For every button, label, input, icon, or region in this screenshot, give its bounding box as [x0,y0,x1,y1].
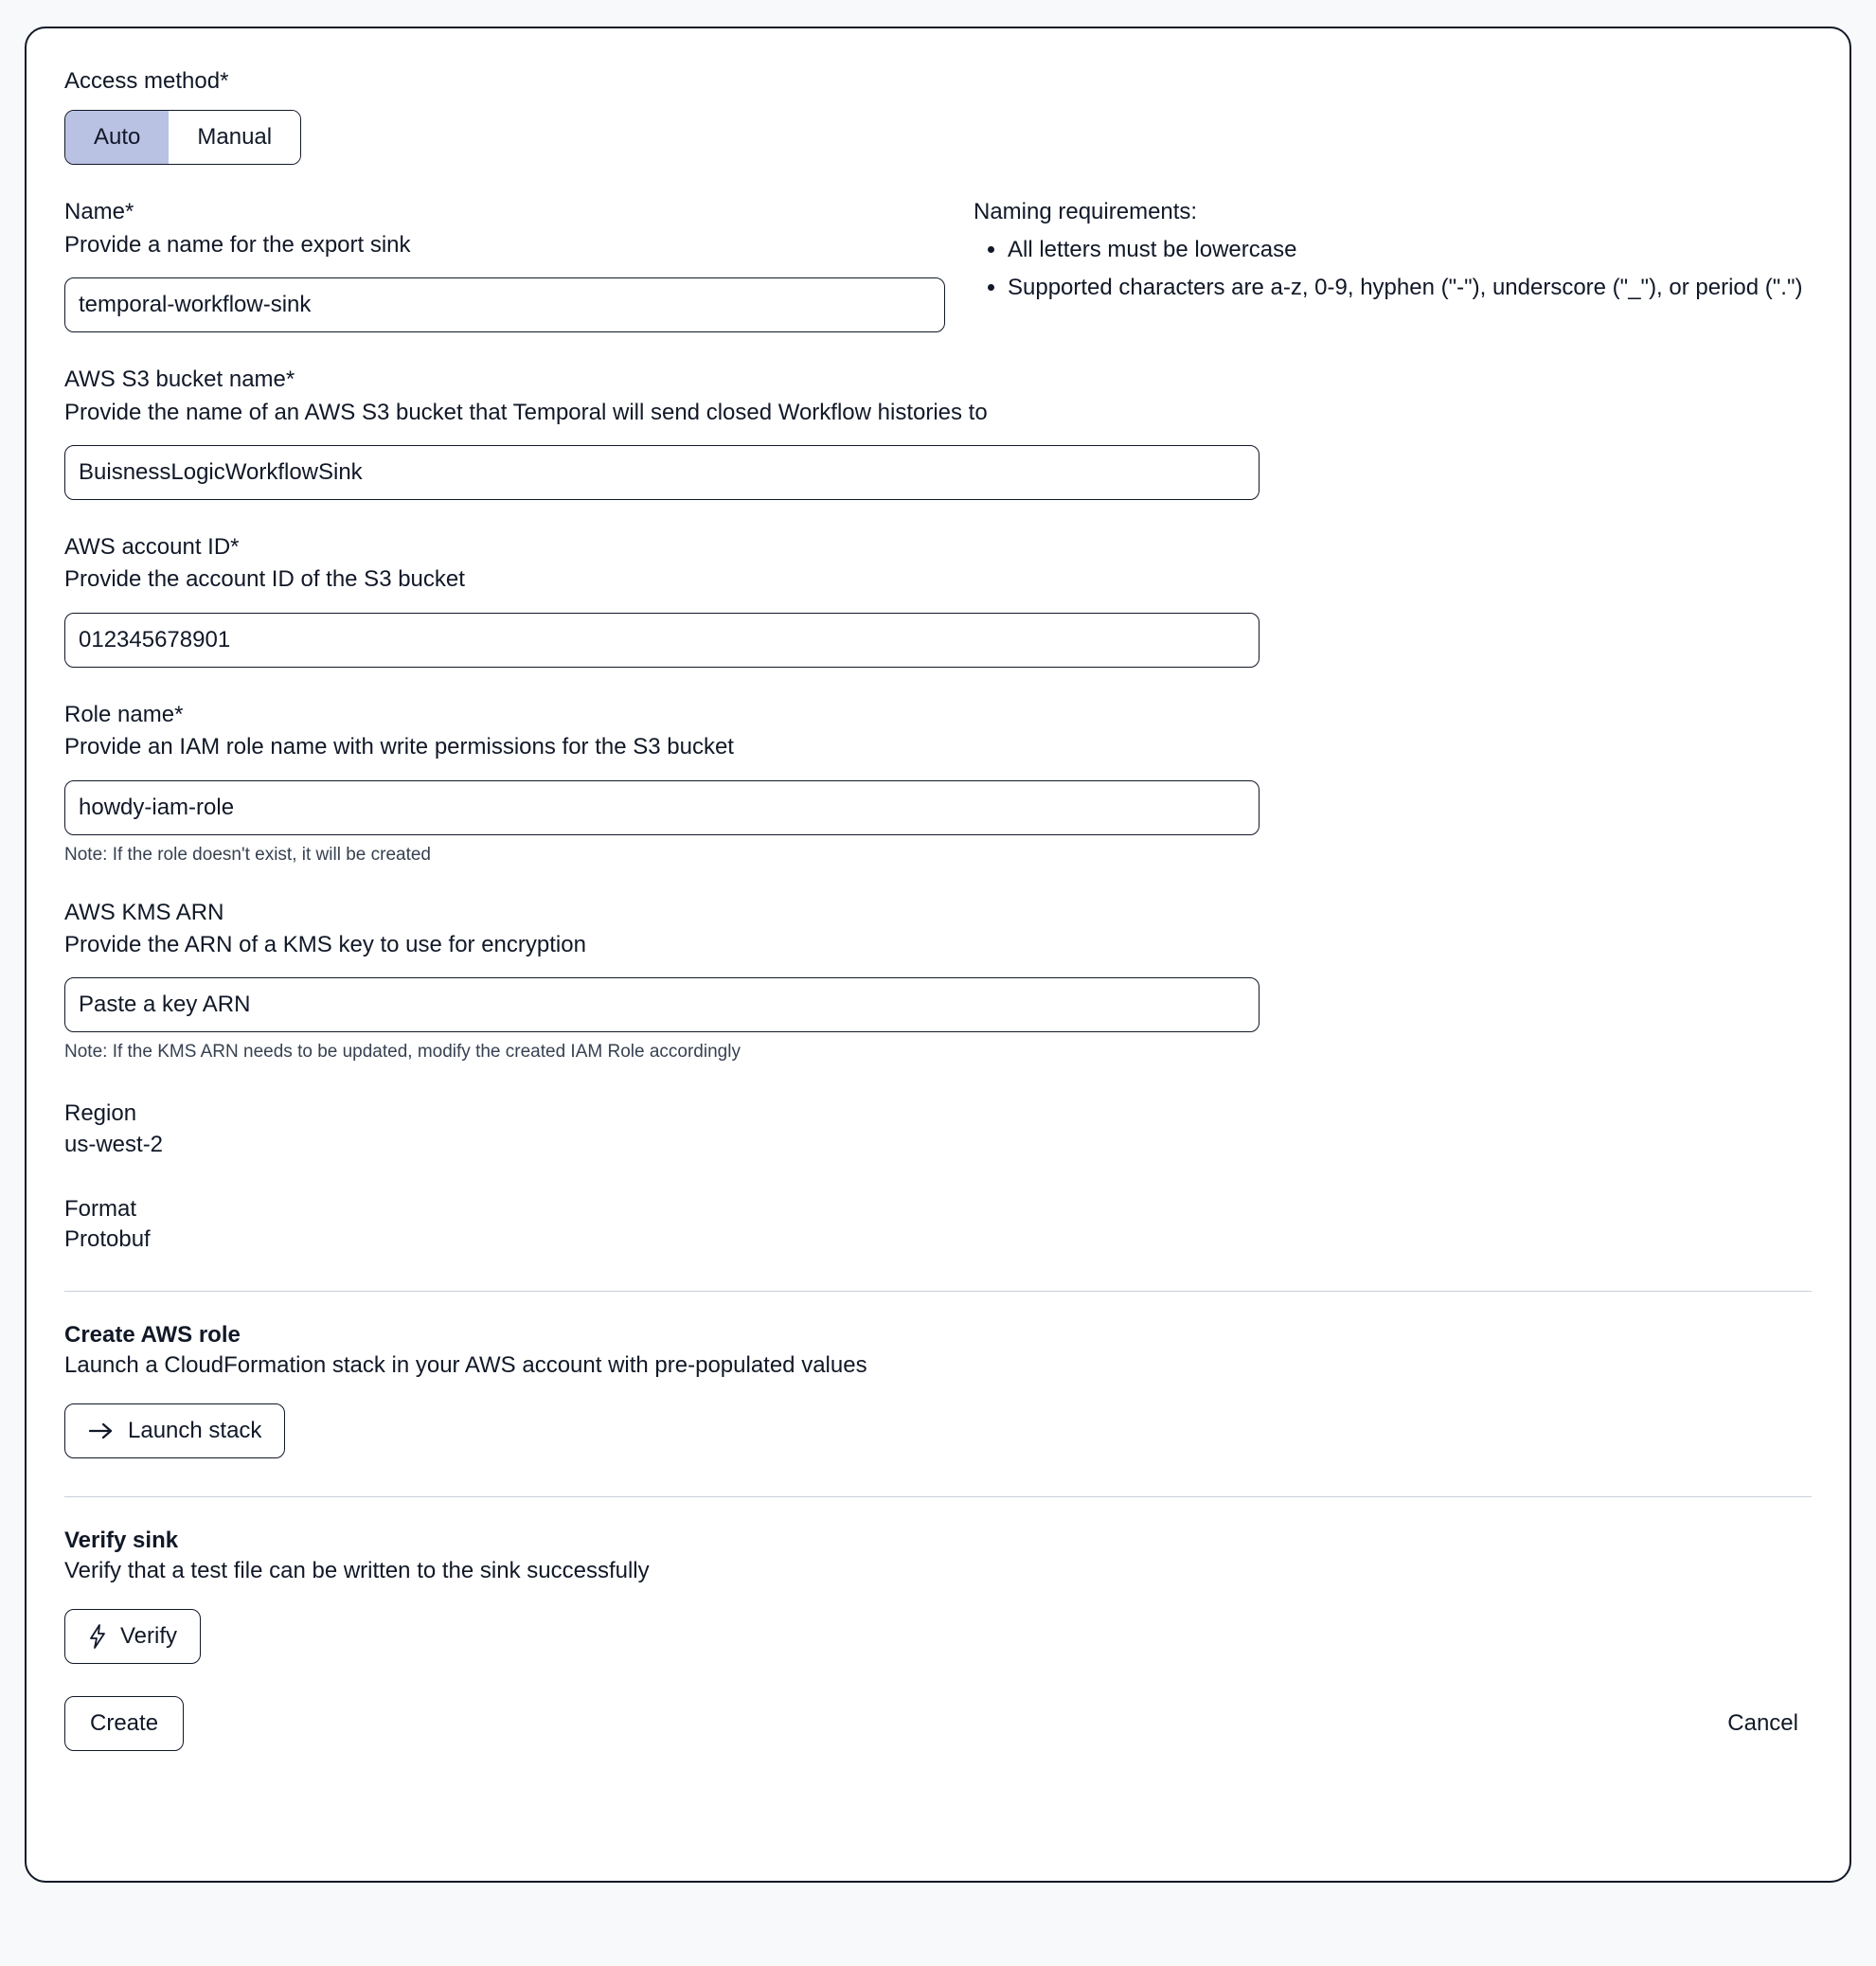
bucket-description: Provide the name of an AWS S3 bucket that Temporal will send closed Workflow histories to [64,399,988,425]
role-note: Note: If the role doesn't exist, it will be created [64,844,431,865]
role-description: Provide an IAM role name with write permissions for the S3 bucket [64,734,734,760]
lightning-bolt-icon [88,1624,107,1649]
name-label: Name* [64,199,134,225]
create-button[interactable]: Create [64,1696,184,1751]
access-method-toggle[interactable] [64,110,301,165]
account-input[interactable] [64,613,1260,668]
bucket-input[interactable] [64,445,1260,500]
name-field-group [64,197,955,332]
cancel-button[interactable]: Cancel [1727,1710,1798,1737]
account-label: AWS account ID* [64,533,240,560]
region-value: us-west-2 [64,1131,164,1157]
naming-requirements-list [974,233,1812,305]
launch-stack-button[interactable] [64,1403,285,1458]
create-aws-role-subtitle: Launch a CloudFormation stack in your AWS account with pre-populated values [64,1352,867,1379]
naming-requirements-title: Naming requirements: [974,199,1198,225]
access-method-label: Access method* [64,68,229,94]
kms-label: AWS KMS ARN [64,899,224,925]
bucket-label: AWS S3 bucket name* [64,366,295,393]
verify-sink-subtitle: Verify that a test file can be written to the sink successfully [64,1558,650,1584]
naming-requirement-item: • All letters must be lowercase [1008,233,1812,267]
verify-sink-title: Verify sink [64,1528,179,1554]
divider [64,1291,1812,1292]
format-block [64,1194,1812,1253]
launch-stack-label: Launch stack [128,1418,262,1444]
arrow-right-icon [88,1421,115,1440]
create-aws-role-title: Create AWS role [64,1322,241,1349]
account-field-group [64,532,1812,668]
account-description: Provide the account ID of the S3 bucket [64,566,465,593]
access-method-option-auto[interactable]: Auto [65,111,169,164]
name-and-requirements-row [64,197,1812,332]
region-label: Region [64,1100,137,1127]
kms-field-group [64,898,1812,1063]
bucket-field-group [64,365,1812,500]
access-method-group [64,66,1812,165]
role-field-group [64,700,1812,866]
format-value: Protobuf [64,1226,151,1253]
kms-input[interactable] [64,977,1260,1032]
kms-description: Provide the ARN of a KMS key to use for encryption [64,931,586,957]
form-footer [64,1696,1812,1751]
region-block [64,1099,1812,1157]
verify-button[interactable] [64,1609,201,1664]
export-sink-form-card [25,27,1851,1883]
access-method-option-manual[interactable]: Manual [169,111,300,164]
create-aws-role-section [64,1322,1812,1458]
role-input[interactable] [64,780,1260,835]
kms-note: Note: If the KMS ARN needs to be updated, modify the created IAM Role accordingly [64,1042,741,1063]
divider [64,1496,1812,1497]
naming-requirements [974,197,1812,309]
format-label: Format [64,1195,137,1222]
verify-label: Verify [120,1623,178,1650]
verify-sink-section [64,1528,1812,1664]
naming-requirement-item: • Supported characters are a-z, 0-9, hyphen ("-"), underscore ("_"), or period (".") [1008,271,1812,305]
role-label: Role name* [64,701,184,727]
name-description: Provide a name for the export sink [64,231,411,258]
name-input[interactable] [64,277,945,332]
